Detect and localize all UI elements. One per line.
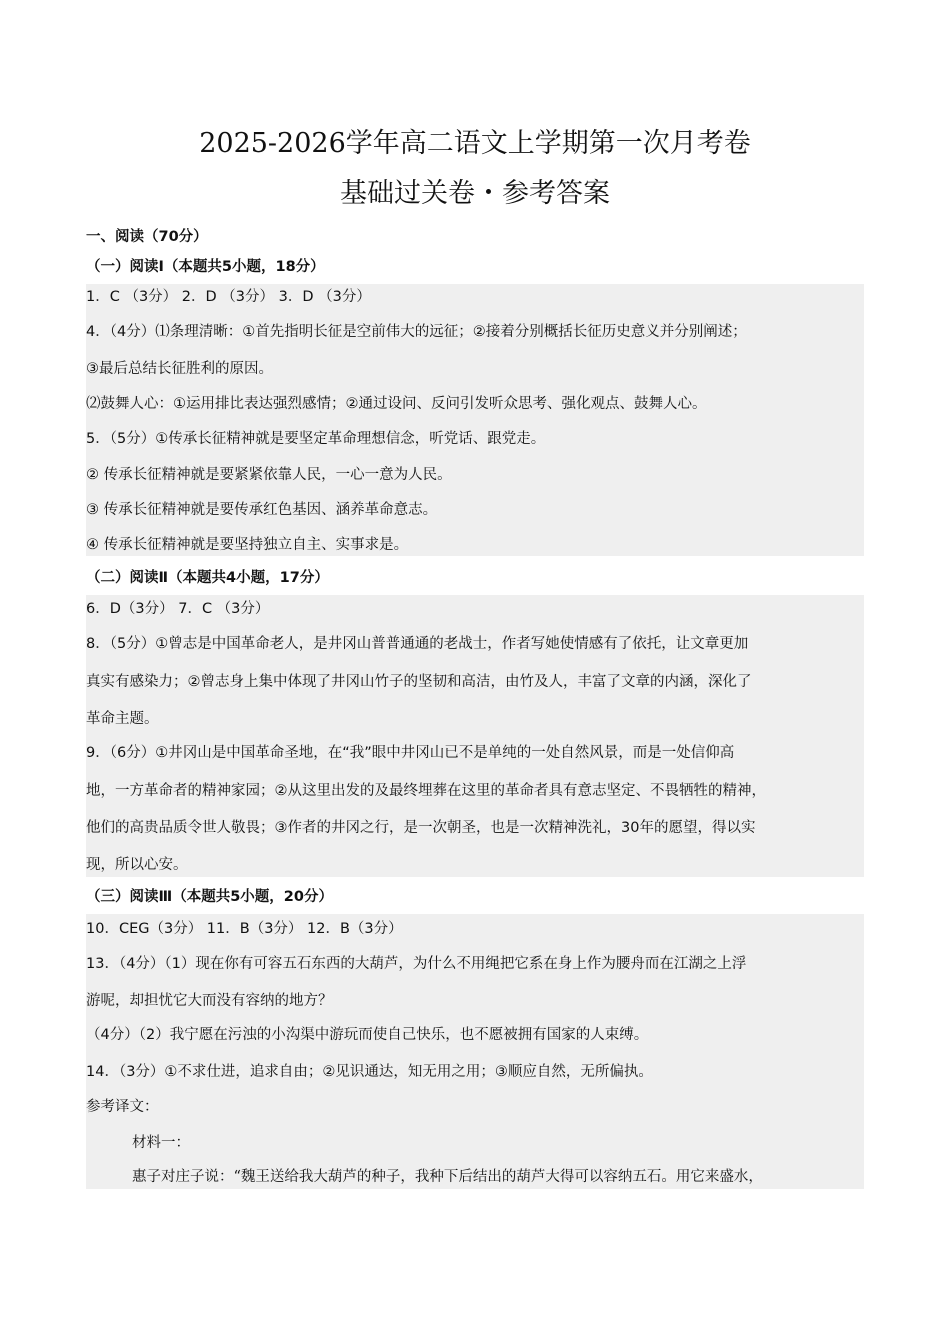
answer-line: 10．CEG（3分） 11．B（3分） 12．B（3分） xyxy=(86,921,403,937)
answer-line: 1．C （3分） 2．D （3分） 3．D （3分） xyxy=(86,289,371,305)
page-title: 2025-2026学年高二语文上学期第一次月考卷 xyxy=(199,128,751,159)
answer-line: ④ 传承长征精神就是要坚持独立自主、实事求是。 xyxy=(86,537,409,553)
part1-heading: （一）阅读Ⅰ（本题共5小题，18分） xyxy=(86,259,325,275)
section-heading: 一、阅读（70分） xyxy=(86,229,208,245)
part3-heading: （三）阅读Ⅲ（本题共5小题，20分） xyxy=(86,889,333,905)
material-label: 材料一： xyxy=(132,1135,190,1151)
answer-line: ② 传承长征精神就是要紧紧依靠人民，一心一意为人民。 xyxy=(86,467,452,483)
answer-line: 参考译文： xyxy=(86,1099,159,1115)
answer-line: 8．（5分）①曾志是中国革命老人，是井冈山普普通通的老战士，作者写她使情感有了依托，让文章更加 xyxy=(86,636,749,652)
answer-line: 真实有感染力；②曾志身上集中体现了井冈山竹子的坚韧和高洁，由竹及人，丰富了文章的内涵，深化了 xyxy=(86,674,752,690)
answer-line: ③ 传承长征精神就是要传承红色基因、涵养革命意志。 xyxy=(86,502,438,518)
answer-line: 9．（6分）①井冈山是中国革命圣地，在“我”眼中井冈山已不是单纯的一处自然风景，而是一处信仰高 xyxy=(86,745,735,761)
answer-line: （4分）（2）我宁愿在污浊的小沟渠中游玩而使自己快乐，也不愿被拥有国家的人束缚。 xyxy=(86,1027,649,1043)
translation-line: 惠子对庄子说：“魏王送给我大葫芦的种子，我种下后结出的葫芦大得可以容纳五石。用它来盛水， xyxy=(132,1169,763,1185)
answer-line: 游呢，却担忧它大而没有容纳的地方？ xyxy=(86,993,333,1009)
part2-heading: （二）阅读Ⅱ（本题共4小题，17分） xyxy=(86,570,329,586)
answer-line: 地，一方革命者的精神家园；②从这里出发的及最终埋葬在这里的革命者具有意志坚定、不畏牺牲的精神， xyxy=(86,783,766,799)
answer-line: 他们的高贵品质令世人敬畏；③作者的井冈之行，是一次朝圣，也是一次精神洗礼，30年的愿望，得以实 xyxy=(86,820,756,836)
answer-line: 13．（4分）（1）现在你有可容五石东西的大葫芦，为什么不用绳把它系在身上作为腰舟而在江湖之上浮 xyxy=(86,956,747,972)
answer-line: 6．D（3分） 7．C （3分） xyxy=(86,601,270,617)
answer-line: 5．（5分）①传承长征精神就是要坚定革命理想信念，听党话、跟党走。 xyxy=(86,431,546,447)
answer-line: ③最后总结长征胜利的原因。 xyxy=(86,361,273,377)
answer-line: ⑵鼓舞人心：①运用排比表达强烈感情；②通过设问、反问引发听众思考、强化观点、鼓舞人心。 xyxy=(86,396,707,412)
answer-line: 革命主题。 xyxy=(86,711,159,727)
answer-line: 现，所以心安。 xyxy=(86,857,188,873)
page-subtitle: 基础过关卷・参考答案 xyxy=(340,178,610,209)
answer-line: 4．（4分）⑴条理清晰：①首先指明长征是空前伟大的远征；②接着分别概括长征历史意义并分别阐述； xyxy=(86,324,747,340)
answer-line: 14．（3分）①不求仕进，追求自由；②见识通达，知无用之用；③顺应自然，无所偏执。 xyxy=(86,1064,653,1080)
